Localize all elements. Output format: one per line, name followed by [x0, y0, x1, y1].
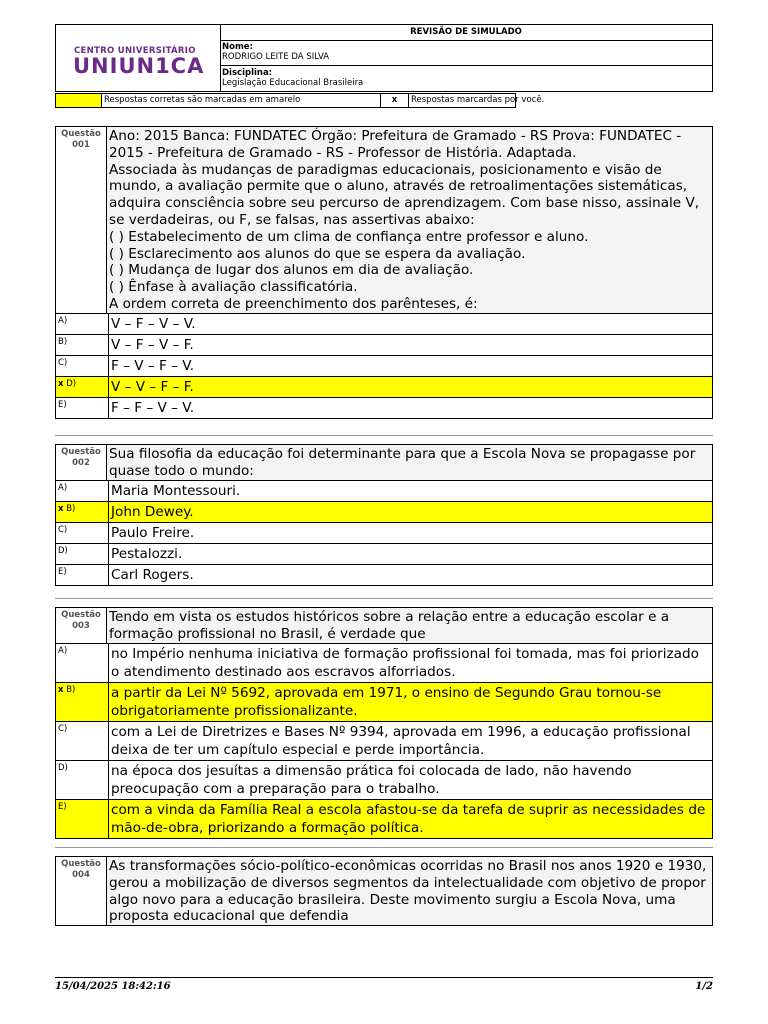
- question-stem-line: ( ) Estabelecimento de um clima de confiança entre professor e aluno.: [109, 228, 589, 245]
- question-stem-line: ( ) Mudança de lugar dos alunos em dia de avaliação.: [109, 262, 474, 279]
- question-label: Questão: [61, 610, 101, 620]
- discipline-label: Disciplina:: [222, 68, 273, 78]
- name-row: [220, 40, 712, 66]
- option-letter: [56, 644, 109, 682]
- question-stem-line: algo novo para a educação brasileira. Deste movimento surgiu a Escola Nova, uma: [109, 891, 676, 908]
- question-number-cell: [56, 608, 107, 643]
- question-stem-line: Associada às mudanças de paradigmas educacionais, posicionamento e visão de: [109, 161, 662, 178]
- option-letter: [56, 398, 109, 418]
- question-stem-line: Ano: 2015 Banca: FUNDATEC Órgão: Prefeitura de Gramado - RS Prova: FUNDATEC -: [109, 128, 682, 144]
- logo-main-text: UNIUN1CA: [73, 54, 205, 78]
- option-letter-label: C): [58, 524, 68, 535]
- option-letter: [56, 502, 109, 522]
- option-a: [56, 314, 712, 335]
- option-text: F – F – V – V.: [111, 399, 195, 416]
- question-number-cell: [56, 857, 107, 925]
- option-a: [56, 481, 712, 502]
- option-letter: [56, 761, 109, 799]
- option-letter: [56, 722, 109, 760]
- selected-mark: x: [58, 503, 64, 514]
- option-letter: [56, 565, 109, 585]
- option-letter: [56, 800, 109, 838]
- option-letter: [56, 683, 109, 721]
- option-e: [56, 398, 712, 418]
- footer-page-number: 1/2: [695, 981, 713, 992]
- question-stem-line: formação profissional no Brasil, é verdade que: [109, 625, 426, 642]
- option-letter-label: D): [58, 762, 68, 773]
- option-letter-label: B): [66, 684, 76, 695]
- option-letter: [56, 335, 109, 355]
- option-text: Paulo Freire.: [111, 524, 195, 541]
- question-label: Questão: [61, 129, 101, 139]
- question-separator: [55, 847, 713, 848]
- question-stem-line: gerou a mobilização de diversos segmentos da intelectualidade com objetivo de propor: [109, 874, 706, 891]
- question-stem-line: 2015 - Prefeitura de Gramado - RS - Professor de História. Adaptada.: [109, 144, 577, 161]
- option-c: [56, 523, 712, 544]
- name-label: Nome:: [222, 42, 253, 52]
- option-letter-label: B): [58, 336, 68, 347]
- option-a: [56, 644, 712, 683]
- option-text: Carl Rogers.: [111, 566, 194, 583]
- option-letter-label: B): [66, 503, 76, 514]
- option-letter: [56, 481, 109, 501]
- question-stem-line: ( ) Ênfase à avaliação classificatória.: [109, 279, 358, 296]
- question-002: [55, 444, 713, 586]
- legend-marked-text: Respostas marcardas por você.: [408, 93, 516, 108]
- question-stem-line: As transformações sócio-político-econômicas ocorridas no Brasil nos anos 1920 e 1930,: [109, 858, 707, 874]
- legend-correct-text: Respostas corretas são marcadas em amarelo: [101, 93, 381, 108]
- question-stem-line: A ordem correta de preenchimento dos parênteses, é:: [109, 295, 478, 312]
- footer-divider: [55, 977, 713, 978]
- question-stem-line: quase todo o mundo:: [109, 462, 254, 479]
- option-letter-label: A): [58, 645, 68, 656]
- option-text: V – V – F – F.: [109, 377, 712, 397]
- question-number: 002: [72, 458, 90, 468]
- question-stem: [107, 127, 712, 313]
- question-stem-line: ( ) Esclarecimento aos alunos do que se espera da avaliação.: [109, 245, 526, 262]
- option-b: [56, 335, 712, 356]
- question-stem-line: adquira consciência sobre seu percurso de aprendizagem. Com base nisso, assinale V,: [109, 195, 700, 212]
- option-text: com a Lei de Diretrizes e Bases Nº 9394, aprovada em 1996, a educação profissional deixa de ter um capítulo especial e perde importância.: [111, 723, 691, 758]
- page-title: REVISÃO DE SIMULADO: [220, 25, 712, 41]
- name-value: RODRIGO LEITE DA SILVA: [222, 52, 330, 62]
- option-c: [56, 722, 712, 761]
- option-text: V – F – V – V.: [111, 315, 196, 332]
- logo-top-text: CENTRO UNIVERSITÁRIO: [74, 46, 196, 56]
- option-e: [56, 800, 712, 838]
- selected-mark: x: [58, 684, 64, 695]
- selected-mark: x: [58, 378, 64, 389]
- question-stem: [107, 608, 712, 643]
- header-table: [55, 24, 713, 92]
- question-stem: [107, 445, 712, 480]
- question-stem-line: mundo, a avaliação permite que o aluno, através de retroalimentações sistemáticas,: [109, 178, 688, 195]
- option-letter-label: E): [58, 399, 67, 410]
- option-letter: [56, 523, 109, 543]
- option-letter-label: A): [58, 482, 68, 493]
- option-letter-label: C): [58, 357, 68, 368]
- question-number: 001: [72, 140, 90, 150]
- discipline-value: Legislação Educacional Brasileira: [222, 78, 364, 88]
- option-text: no Império nenhuma iniciativa de formação profissional foi tomada, mas foi priorizado o atendimento destinado aos escravos alforriados.: [111, 645, 699, 680]
- question-003: [55, 607, 713, 839]
- option-text: F – V – F – V.: [111, 357, 195, 374]
- question-stem-row: [56, 127, 712, 314]
- option-letter-label: C): [58, 723, 68, 734]
- discipline-row: [220, 66, 712, 91]
- question-separator: [55, 435, 713, 436]
- option-text: a partir da Lei Nº 5692, aprovada em 1971, o ensino de Segundo Grau tornou-se obrigatoriamente profissionalizante.: [109, 683, 712, 721]
- option-e: [56, 565, 712, 585]
- option-d: [56, 544, 712, 565]
- question-stem-line: se verdadeiras, ou F, se falsas, nas assertivas abaixo:: [109, 211, 475, 228]
- option-letter: [56, 544, 109, 564]
- option-letter-label: E): [58, 566, 67, 577]
- question-004: [55, 856, 713, 926]
- option-text: com a vinda da Família Real a escola afastou-se da tarefa de suprir as necessidades de mão-de-obra, priorizando a formação política.: [109, 800, 712, 838]
- question-stem: [107, 857, 712, 925]
- footer-datetime: 15/04/2025 18:42:16: [55, 981, 171, 992]
- question-stem-row: [56, 608, 712, 644]
- option-d: [56, 377, 712, 398]
- legend-correct-swatch: [55, 93, 102, 108]
- option-text: V – F – V – F.: [111, 336, 194, 353]
- option-text: Pestalozzi.: [111, 545, 183, 562]
- option-b: [56, 683, 712, 722]
- question-number: 003: [72, 621, 90, 631]
- question-stem-row: [56, 445, 712, 481]
- question-separator: [55, 598, 713, 599]
- question-stem-line: proposta educacional que defendia: [109, 908, 349, 925]
- option-letter-label: E): [58, 801, 67, 812]
- option-letter-label: D): [66, 378, 77, 389]
- question-number: 004: [72, 870, 90, 880]
- question-stem-line: Sua filosofia da educação foi determinante para que a Escola Nova se propagasse por: [109, 446, 696, 462]
- question-001: [55, 126, 713, 419]
- option-d: [56, 761, 712, 800]
- option-text: na época dos jesuítas a dimensão prática foi colocada de lado, não havendo preocupação com a preparação para o trabalho.: [111, 762, 632, 797]
- question-stem-row: [56, 857, 712, 925]
- logo: [56, 25, 221, 91]
- option-text: John Dewey.: [109, 502, 712, 522]
- option-b: [56, 502, 712, 523]
- question-label: Questão: [61, 859, 101, 869]
- option-letter: [56, 356, 109, 376]
- question-number-cell: [56, 445, 107, 480]
- option-letter: [56, 314, 109, 334]
- option-letter-label: D): [58, 545, 68, 556]
- option-c: [56, 356, 712, 377]
- option-letter-label: A): [58, 315, 68, 326]
- legend-mark: x: [380, 93, 409, 108]
- option-text: Maria Montessouri.: [111, 482, 241, 499]
- question-label: Questão: [61, 447, 101, 457]
- option-letter: [56, 377, 109, 397]
- question-stem-line: Tendo em vista os estudos históricos sobre a relação entre a educação escolar e a: [109, 609, 670, 625]
- question-number-cell: [56, 127, 107, 313]
